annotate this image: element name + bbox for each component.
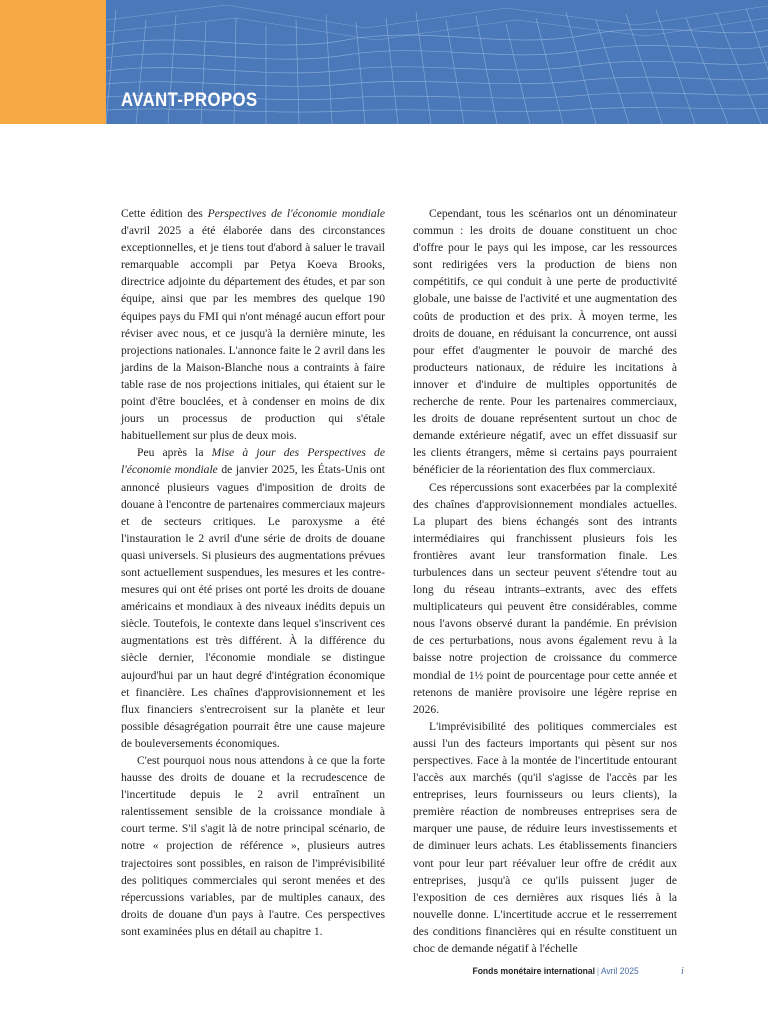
publication-title: Mise à jour des Perspectives de l'économie mondiale: [121, 446, 386, 477]
page-footer: [0, 966, 768, 980]
footer-date: Avril 2025: [601, 966, 639, 977]
page-number: i: [681, 966, 684, 977]
footer-text: [473, 966, 639, 977]
paragraph: Peu après la Mise à jour des Perspectives de l'économie mondiale de janvier 2025, les États-Unis ont annoncé plusieurs vagues d'imposition de droits de douane à l'encontre de partenaires commerciaux majeurs et de secteurs critiques. Le paroxysme a été l'instauration le 2 avril d'une série de droits de douane quasi universels. Si plusieurs des augmentations prévues sont actuellement suspendues, les mesures et les contre-mesures qui ont été prises ont porté les droits de douane américains et mondiaux à des niveaux inédits depuis un siècle. Toutefois, le contexte dans lequel s'inscrivent ces augmentations est très différent. À la différence du siècle dernier, l'économie mondiale se distingue aujourd'hui par un haut degré d'intégration économique et financière. Les chaînes d'approvisionnement et les flux financiers s'entrecroisent sur la planète et leur possible désagrégation pourrait être une cause majeure de bouleversements économiques.: [121, 446, 386, 750]
publication-title: Perspectives de l'économie mondiale: [207, 207, 385, 220]
accent-block: [0, 0, 106, 124]
paragraph: L'imprévisibilité des politiques commerciales est aussi l'un des facteurs importants qui pèsent sur nos perspectives. Face à la montée de l'incertitude entourant l'accès aux marchés (qu'il s'agisse de l'accès par les entreprises, leurs fournisseurs ou leurs clients), la première réaction de nombreuses entreprises sera de marquer une pause, de réduire leurs investissements et de diminuer leurs achats. Les établissements financiers vont pour leur part réévaluer leur offre de crédit aux entreprises, jusqu'à ce qu'ils puissent juger de l'exposition de ces dernières aux risques liés à la nouvelle donne. L'incertitude accrue et le resserrement des conditions financières qui en résulte constituent un choc de demande négatif à l'échelle: [413, 719, 677, 956]
paragraph: Cette édition des Perspectives de l'économie mondiale d'avril 2025 a été élaborée dans des circonstances exceptionnelles, et je tiens tout d'abord à saluer le travail remarquable accompli par Petya Koeva Brooks, directrice adjointe du département des études, et par son équipe, ainsi que par les membres des quelque 190 équipes pays du FMI qui n'ont ménagé aucun effort pour réviser avec nous, et ce jusqu'à la dernière minute, les projections nationales. L'annonce faite le 2 avril dans les jardins de la Maison-Blanche nous a contraints à faire table rase de nos projections initiales, qui étaient sur le point d'être bouclées, et à condenser en moins de dix jours un processus de production qui s'étale habituellement sur plus de deux mois.: [121, 207, 385, 443]
paragraph: Cependant, tous les scénarios ont un dénominateur commun : les droits de douane constituent un choc d'offre pour le pays qui les impose, car les ressources sont redirigées vers la production de biens non compétitifs, ce qui conduit à une perte de productivité globale, une baisse de l'activité et une augmentation des coûts de production et des prix. À moyen terme, les droits de douane, en réduisant la concurrence, ont aussi pour effet d'augmenter le pouvoir de marché des producteurs nationaux, de réduire les incitations à innover et d'induire de multiples opportunités de recherche de rente. Pour les partenaires commerciaux, les droits de douane représentent surtout un choc de demande extérieure négatif, avec un effet dissuasif sur les clients étrangers, même si certains pays pourraient bénéficier de la réorientation des flux commerciaux.: [413, 207, 677, 477]
right-column: [413, 205, 677, 957]
section-title: AVANT-PROPOS: [121, 90, 258, 111]
footer-separator: |: [597, 966, 600, 977]
paragraph: Ces répercussions sont exacerbées par la complexité des chaînes d'approvisionnement mondiales actuelles. La plupart des biens échangés sont des intrants intermédiaires qui franchissent plusieurs fois les frontières avant leur transformation finale. Les turbulences dans un secteur peuvent s'étendre tout au long du réseau intrants–extrants, avec des effets multiplicateurs qui peuvent être considérables, comme nous l'avons observé durant la pandémie. En prévision de ces perturbations, nous avons également revu à la baisse notre projection de croissance du commerce mondial de 1½ point de pourcentage pour cette année et retenons de manière provisoire une légère reprise en 2026.: [413, 480, 677, 716]
left-column: [121, 205, 385, 940]
footer-publisher: Fonds monétaire international: [472, 966, 596, 977]
paragraph: C'est pourquoi nous nous attendons à ce que la forte hausse des droits de douane et la recrudescence de l'incertitude depuis le 2 avril entraînent un ralentissement sensible de la croissance mondiale à court terme. S'il s'agit là de notre principal scénario, de notre « projection de référence », plusieurs autres trajectoires sont possibles, en raison de l'imprévisibilité des politiques commerciales qui seront menées et des répercussions variables, par de multiples canaux, des droits de douane d'un pays à l'autre. Ces perspectives sont examinées plus en détail au chapitre 1.: [121, 754, 385, 938]
